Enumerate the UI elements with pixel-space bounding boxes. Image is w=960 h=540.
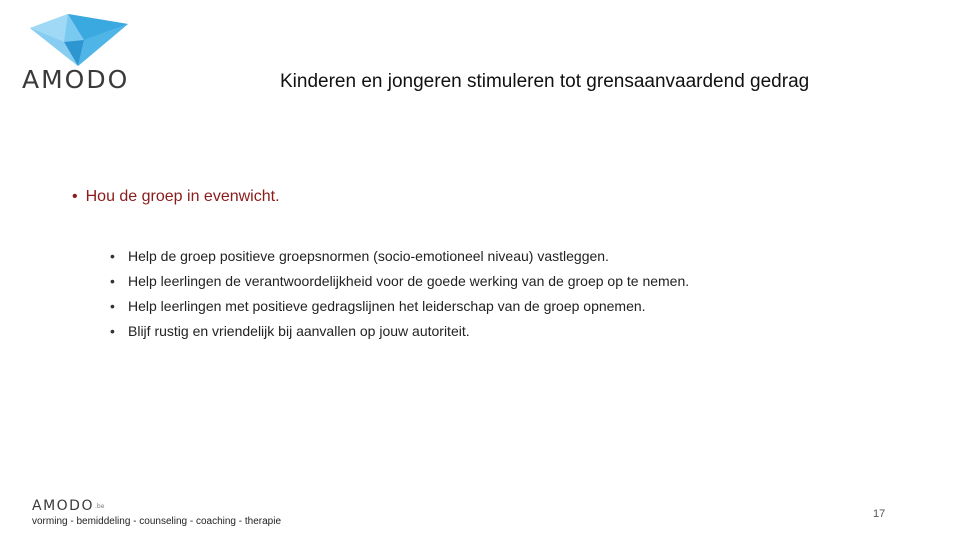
- list-item: [110, 271, 689, 296]
- logo-wordmark: AMODO: [22, 65, 130, 94]
- footer-tagline: vorming - bemiddeling - counseling - coaching - therapie: [32, 516, 282, 527]
- bullet-marker: •: [110, 298, 115, 314]
- footer-brand: [32, 498, 302, 514]
- list-item-text: Help leerlingen de verantwoordelijkheid voor de goede werking van de groep op te nemen.: [128, 273, 690, 289]
- main-bullet: [72, 188, 280, 206]
- page-title: Kinderen en jongeren stimuleren tot grensaanvaardend gedrag: [280, 71, 810, 92]
- page-number: 17: [873, 508, 886, 520]
- list-item: [110, 296, 689, 321]
- amodo-logo: [18, 8, 138, 98]
- bullet-marker: •: [110, 273, 115, 289]
- bullet-marker: •: [72, 188, 78, 205]
- footer-logo: [32, 498, 302, 534]
- amodo-logo-icon: [24, 12, 134, 68]
- list-item-text: Blijf rustig en vriendelijk bij aanvallen op jouw autoriteit.: [128, 323, 470, 339]
- footer-brand-text: AMODO: [32, 498, 94, 514]
- bullet-marker: •: [110, 323, 115, 339]
- list-item: [110, 321, 689, 346]
- list-item-text: Help de groep positieve groepsnormen (socio-emotioneel niveau) vastleggen.: [128, 248, 609, 264]
- main-bullet-text: Hou de groep in evenwicht.: [85, 188, 280, 205]
- list-item: [110, 246, 689, 271]
- sub-bullet-list: [110, 246, 689, 346]
- footer-brand-suffix: .be: [94, 503, 105, 510]
- bullet-marker: •: [110, 248, 115, 264]
- list-item-text: Help leerlingen met positieve gedragslijnen het leiderschap van de groep opnemen.: [128, 298, 646, 314]
